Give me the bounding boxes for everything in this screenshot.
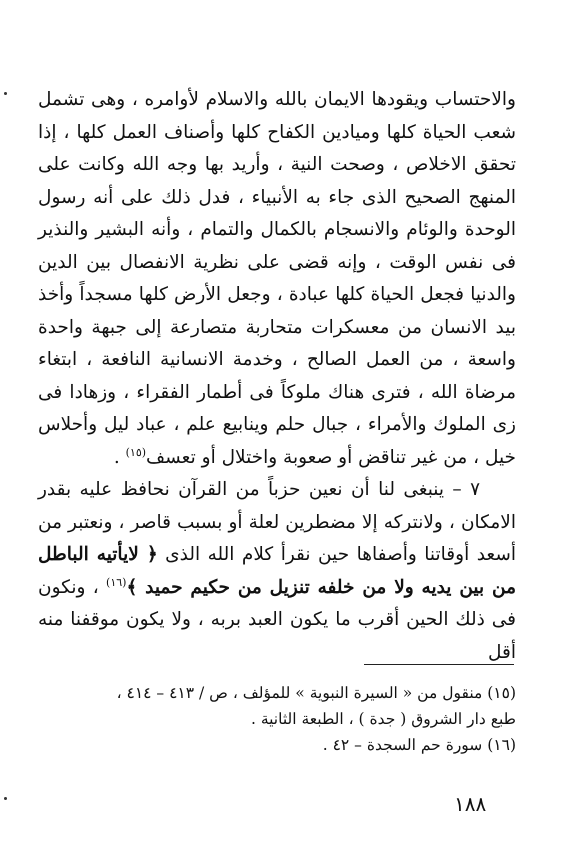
footnote-15-line-1: (١٥) منقول من « السيرة النبوية » للمؤلف ، ص / ٤١٣ – ٤١٤ ، <box>116 684 516 702</box>
paragraph-1-text: والاحتساب ويقودها الايمان بالله والاسلام لأوامره ، وهى تشمل شعب الحياة كلها وميادين الكفاح كلها وأصناف العمل كلها ، إذا تحقق الاخلاص ، وصحت النية ، وأريد بها وجه الله وكانت على المنهج الصحيح الذى جاء به الأنبياء ، فدل ذلك على أنه رسول الوحدة والوئام والانسجام بالكمال والتمام ، وأنه البشير والنذير فى نفس الوقت ، وإنه قضى على نظرية الانفصال بين الدين والدنيا فجعل الحياة كلها عبادة ، وجعل الأرض كلها مسجداً وأخذ بيد الانسان من معسكرات متحاربة متصارعة إلى جبهة واحدة واسعة ، من العمل الصالح ، وخدمة الانسانية النافعة ، ابتغاء مرضاة الله ، فترى هناك ملوكاً فى أطمار الفقراء ، وزهادا فى زى الملوك والأمراء ، جبال حلم وينابيع علم ، عباد ليل وأحلاس خيل ، من غير تناقض أو صعوبة واختلال أو تعسف <box>38 89 516 468</box>
body-text <box>38 84 516 669</box>
page-number: ١٨٨ <box>454 792 487 816</box>
footnotes <box>50 680 516 758</box>
footnote-separator <box>364 664 514 665</box>
quran-verse: ﴿ لايأتيه الباطل من بين يديه ولا من خلفه تنزيل من حكيم حميد ﴾ <box>38 544 516 598</box>
footnote-ref-16: (١٦) <box>106 575 127 589</box>
paragraph-1 <box>38 84 516 474</box>
print-speck <box>4 92 7 95</box>
footnote-ref-15: (١٥) <box>125 445 147 459</box>
footnote-16: (١٦) سورة حم السجدة – ٤٢ . <box>322 736 516 754</box>
paragraph-1-end: . <box>113 446 126 468</box>
print-speck <box>4 797 7 800</box>
paragraph-2 <box>38 474 516 669</box>
paragraph-2-end: ، ونكون فى ذلك الحين أقرب ما يكون العبد بربه ، ولا يكون موقفنا منه أقل <box>38 576 516 663</box>
paragraph-2-text: ٧ – ينبغى لنا أن نعين حزباً من القرآن نحافظ عليه بقدر الامكان ، ولانتركه إلا مضطرين لعلة أو بسبب قاصر ، ونعتبر من أسعد أوقاتنا وأصفاها حين نقرأ كلام الله الذى <box>38 479 516 565</box>
footnote-15-line-2: طبع دار الشروق ( جدة ) ، الطبعة الثانية . <box>250 710 516 728</box>
